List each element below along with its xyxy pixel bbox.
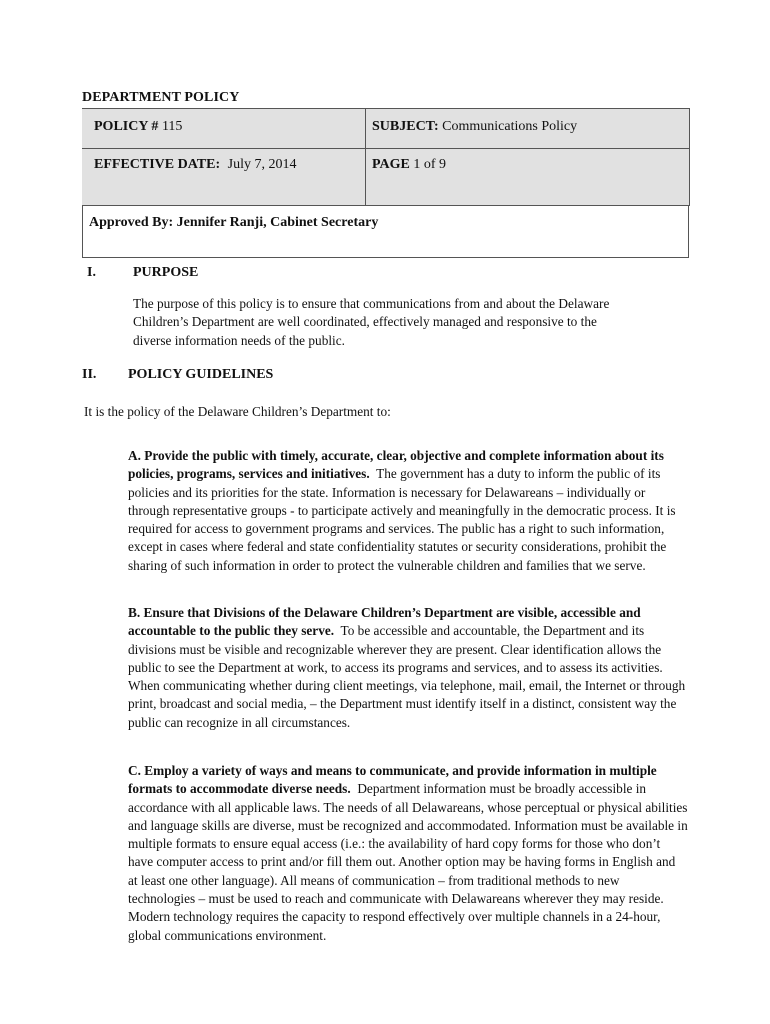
subject-value: Communications Policy [442,119,578,134]
section-purpose-title: PURPOSE [133,265,199,280]
guideline-item-b [128,604,690,732]
policy-header-table [82,108,689,258]
department-policy-title: DEPARTMENT POLICY [82,90,240,105]
approved-by-box [82,205,689,258]
subject-cell [372,119,577,135]
effective-date-label: EFFECTIVE DATE: [94,157,221,172]
guidelines-intro: It is the policy of the Delaware Children’s Department to: [84,404,391,419]
page-value: 1 of 9 [413,157,447,172]
policy-number-label: POLICY # [94,119,159,134]
guideline-a-body: The government has a duty to inform the public of its policies and its priorities for the state. Information is necessary for Delawareans – individually or through representative groups - to participate actively and meaningfully in the democratic process. It is required for access to government programs and services. The public has a right to such information, except in cases where federal and state confidentiality statutes or security considerations, prohibit the sharing of such information in order to protect the vulnerable children and families that we serve. [128,466,676,573]
subject-label: SUBJECT: [372,119,439,134]
guideline-c-heading: C. Employ a variety of ways and means to communicate, and provide information in multiple formats to accommodate diverse needs. [128,763,657,797]
approved-by-text: Approved By: Jennifer Ranji, Cabinet Secretary [89,215,379,230]
effective-date-cell [94,157,297,173]
policy-number-value: 115 [161,119,183,134]
guideline-c-body: Department information must be broadly accessible in accordance with all applicable laws. The needs of all Delawareans, whose perceptual or physical abilities and language skills are diverse, must be recognized and accommodated. Information must be available in multiple formats to ensure equal access (i.e.: the availability of hard copy forms for those who don’t have computer access to print and/or fill them out. Another option may be having forms in English and at least one other language). All means of communication – from traditional methods to new technologies – must be used to reach and communicate with Delawareans wherever they may reside. Modern technology requires the capacity to respond effectively over multiple channels in a 24-hour, global communications environment. [128,781,688,943]
section-guidelines-title: POLICY GUIDELINES [128,367,274,382]
policy-info-grid [82,108,690,206]
guideline-item-a [128,447,688,575]
effective-date-value: July 7, 2014 [227,157,297,172]
guideline-a-heading: A. Provide the public with timely, accurate, clear, objective and complete information about its policies, programs, services and initiatives. [128,448,664,482]
policy-number-cell [94,119,182,135]
section-purpose-number: I. [87,265,96,280]
table-divider-vertical [365,109,366,206]
page-cell [372,157,446,173]
guideline-b-body: To be accessible and accountable, the Department and its divisions must be visible and recognizable wherever they are present. Clear identification allows the public to see the Department at work, to access its programs and services, and to assess its activities. When communicating whether during client meetings, via telephone, mail, email, the Internet or through print, broadcast and social media, – the Department must identify itself in a distinct, consistent way the public can recognize in all circumstances. [128,623,686,730]
purpose-paragraph: The purpose of this policy is to ensure that communications from and about the Delaware Children’s Department are well coordinated, effectively managed and responsive to the diverse information needs of the public. [133,296,610,348]
section-guidelines-number: II. [82,367,97,382]
page-label: PAGE [372,157,410,172]
table-divider-horizontal [82,148,689,149]
guideline-item-c [128,762,688,945]
guideline-b-heading: B. Ensure that Divisions of the Delaware Children’s Department are visible, accessible and accountable to the public they serve. [128,605,641,639]
